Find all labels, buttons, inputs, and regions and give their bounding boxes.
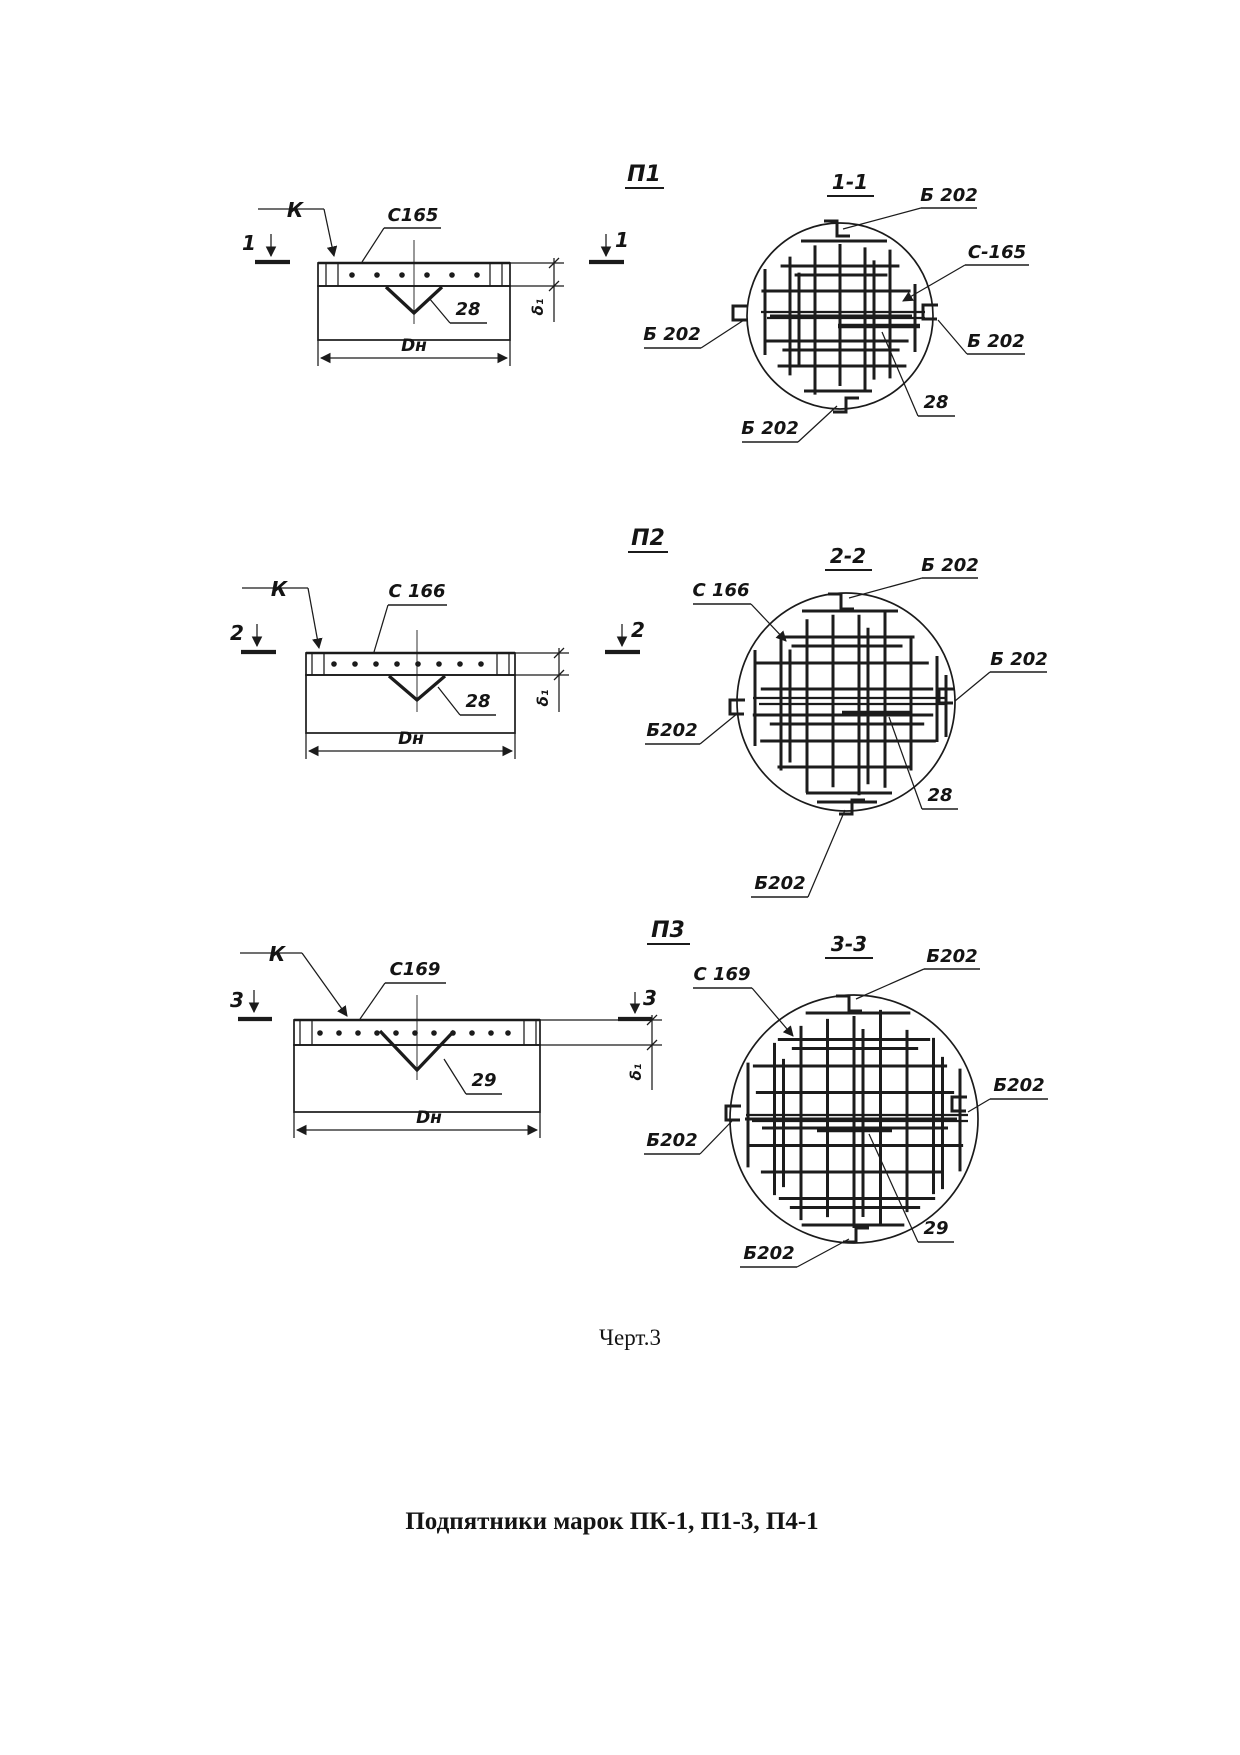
p1-anchor-hook-bottom	[833, 398, 859, 412]
p3-side-mesh-label: С169	[389, 959, 441, 980]
p3-bar-label-top: Б202	[926, 946, 978, 967]
p1-section-mesh-leader	[903, 265, 965, 301]
p2-cut-number-left: 2	[230, 621, 244, 645]
p3-weld-mark-leader	[302, 953, 347, 1016]
p2-bar-right-leader	[955, 672, 990, 701]
p2-section-loop-label: 28	[927, 785, 953, 806]
p3-side-loop-leader	[444, 1059, 466, 1094]
p3-section-mesh-leader	[752, 988, 793, 1036]
p1-cut-number-left: 1	[242, 231, 256, 255]
p1-bar-bottom-leader	[798, 406, 837, 442]
p2-thickness-label: δ₁	[534, 689, 552, 707]
p1-section-loop-label: 28	[923, 392, 949, 413]
p2-bar-left-leader	[700, 713, 738, 744]
p3-mesh-grid	[745, 1010, 963, 1228]
p3-anchor-hook-left	[726, 1106, 741, 1120]
panel-p2	[230, 526, 1048, 897]
p3-thickness-label: δ₁	[627, 1063, 645, 1081]
figure-title: Подпятники марок ПК-1, П1-3, П4-1	[405, 1508, 819, 1535]
p3-bar-label-left: Б202	[646, 1130, 698, 1151]
p1-bar-top-leader	[843, 208, 921, 229]
p2-side-view	[230, 577, 645, 759]
p2-bar-top-leader	[849, 578, 922, 598]
p1-bar-label-left: Б 202	[643, 324, 701, 345]
p3-section-loop-label: 29	[923, 1218, 949, 1239]
panel-p3	[230, 918, 1048, 1267]
p3-cut-number-left: 3	[230, 988, 244, 1012]
p2-side-mesh-leader	[374, 605, 388, 652]
p2-diameter-label: Dн	[398, 729, 424, 749]
p1-bar-label-top: Б 202	[920, 185, 978, 206]
p1-bar-label-right: Б 202	[967, 331, 1025, 352]
p3-diameter-label: Dн	[416, 1108, 442, 1128]
p3-cut-number-right: 3	[643, 986, 657, 1010]
p3-section-mesh-label: С 169	[693, 964, 751, 985]
p1-side-mesh-label: С165	[387, 205, 439, 226]
p3-title: П3	[651, 918, 685, 943]
p1-section-title: 1-1	[831, 170, 869, 194]
p3-bar-label-right: Б202	[993, 1075, 1045, 1096]
p1-diameter-label: Dн	[401, 336, 427, 356]
p2-bar-label-left: Б202	[646, 720, 698, 741]
p1-cut-number-right: 1	[615, 228, 629, 252]
p3-bar-bottom-leader	[797, 1239, 849, 1267]
p1-section-mesh-label: С-165	[967, 242, 1027, 263]
p1-weld-mark-leader	[324, 209, 334, 256]
p3-side-loop-label: 29	[471, 1070, 497, 1091]
p1-rebar-dots	[349, 272, 480, 278]
p1-anchor-hook-left	[733, 306, 748, 320]
p1-side-loop-label: 28	[455, 299, 481, 320]
p2-side-loop-leader	[438, 687, 460, 715]
p1-bar-right-leader	[938, 320, 967, 354]
figure-caption: Черт.3	[599, 1325, 661, 1350]
p3-bar-top-leader	[856, 969, 924, 999]
p1-side-loop-leader	[429, 298, 450, 323]
p2-section-mesh-leader	[751, 604, 786, 641]
p2-section-loop-leader	[889, 717, 922, 809]
p3-weld-mark: К	[268, 942, 286, 966]
p3-section-view	[644, 918, 1048, 1267]
p1-thickness-label: δ₁	[529, 298, 547, 316]
p2-section-mesh-label: С 166	[692, 580, 750, 601]
p3-side-view	[230, 942, 662, 1138]
p2-cut-number-right: 2	[631, 618, 645, 642]
p1-bar-label-bottom: Б 202	[741, 418, 799, 439]
p2-side-mesh-label: С 166	[388, 581, 446, 602]
p3-section-title: 3-3	[830, 932, 868, 956]
p2-bar-bottom-leader	[808, 810, 845, 897]
p3-bar-label-bottom: Б202	[743, 1243, 795, 1264]
p1-side-mesh-leader	[362, 228, 384, 262]
p2-bar-label-bottom: Б202	[754, 873, 806, 894]
p1-side-view	[242, 198, 629, 366]
p2-rebar-dots	[331, 661, 484, 667]
panel-p1	[242, 162, 1029, 442]
p2-anchor-hook-top	[828, 594, 854, 609]
p2-weld-mark: К	[270, 577, 288, 601]
p1-anchor-hook-right	[923, 305, 938, 319]
p2-bar-label-top: Б 202	[921, 555, 979, 576]
p3-bar-left-leader	[700, 1121, 732, 1154]
p2-bar-label-right: Б 202	[990, 649, 1048, 670]
p1-weld-mark: К	[286, 198, 304, 222]
p1-bar-left-leader	[701, 320, 744, 348]
p1-title: П1	[627, 162, 661, 187]
p2-section-title: 2-2	[829, 544, 867, 568]
p2-weld-mark-leader	[308, 588, 319, 648]
p2-section-view	[628, 526, 1048, 897]
p2-title: П2	[631, 526, 665, 551]
p1-section-view	[625, 162, 1029, 442]
p2-side-loop-label: 28	[465, 691, 491, 712]
p3-rebar-dots	[317, 1030, 511, 1036]
p3-side-mesh-leader	[360, 983, 385, 1019]
p2-section-circle	[737, 593, 955, 811]
p2-mesh-grid	[753, 611, 946, 802]
p3-bar-right-leader	[968, 1099, 990, 1112]
